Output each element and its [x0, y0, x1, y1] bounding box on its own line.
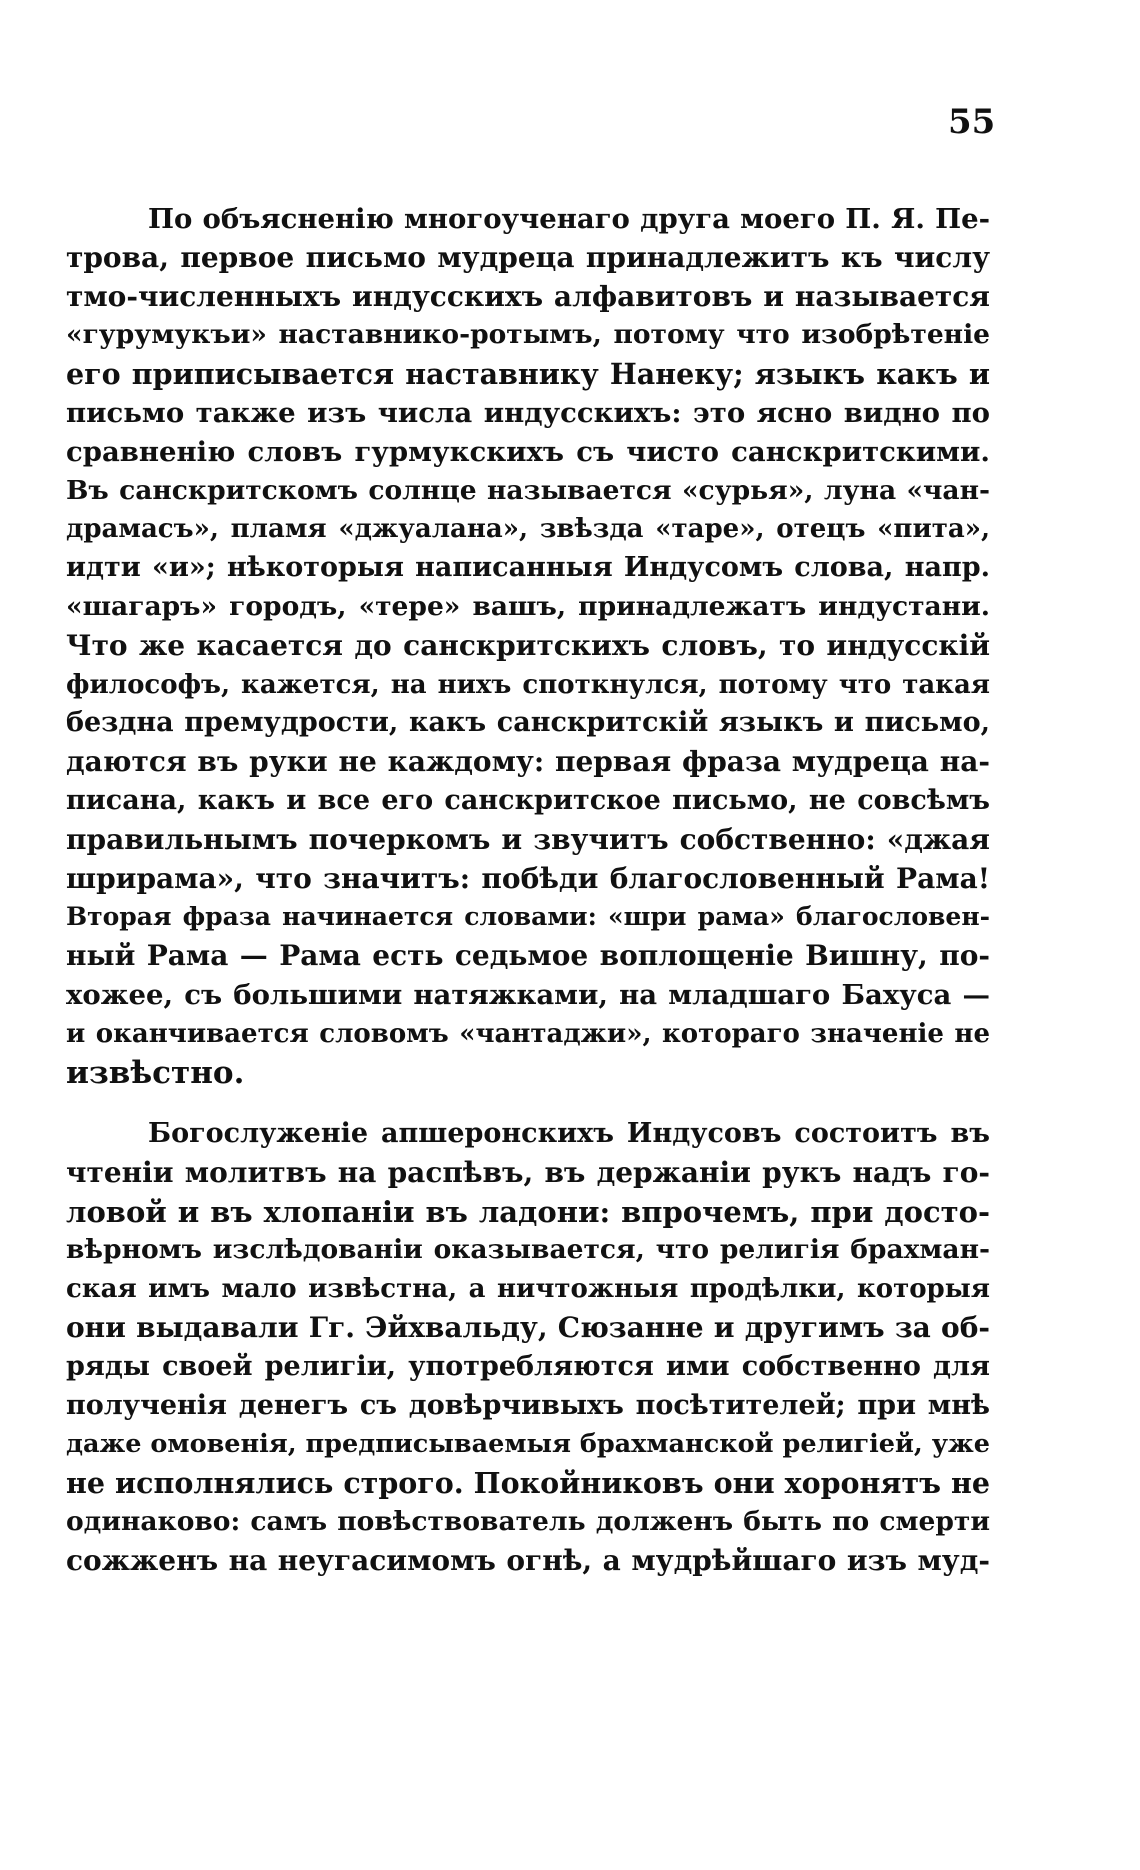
text-line: «гурумукъи» наставнико-ротымъ, потому что изобрѣтеніе	[66, 319, 990, 351]
text-line: извѣстно.	[66, 1054, 245, 1091]
text-line: «шагаръ» городъ, «тере» вашъ, принадлежатъ индустани.	[66, 590, 990, 622]
text-line: ловой и въ хлопаніи въ ладони: впрочемъ, при досто-	[66, 1194, 990, 1229]
text-line: тмо-численныхъ индусскихъ алфавитовъ и называется	[66, 279, 990, 313]
text-line: Вторая фраза начинается словами: «шри рама» благословен-	[66, 902, 990, 932]
text-line: сожженъ на неугасимомъ огнѣ, а мудрѣйшаго изъ муд-	[66, 1543, 990, 1577]
text-line: даже омовенія, предписываемыя брахманской религіей, уже	[66, 1429, 990, 1460]
text-line: бездна премудрости, какъ санскритскій языкъ и письмо,	[66, 707, 990, 739]
text-line: его приписывается наставнику Нанеку; языкъ какъ и	[66, 357, 990, 392]
text-line: драмасъ», пламя «джуалана», звѣзда «таре», отецъ «пита»,	[66, 514, 990, 545]
text-line: Богослуженіе апшеронскихъ Индусовъ состоитъ въ	[148, 1118, 990, 1149]
page-number: 55	[948, 102, 996, 142]
text-line: ряды своей религіи, употребляются ими собственно для	[66, 1350, 990, 1382]
paragraph-1	[66, 200, 990, 1092]
text-line: хожее, съ большими натяжками, на младшаго Бахуса —	[66, 978, 990, 1011]
paragraph-2	[66, 1115, 990, 1581]
text-line: они выдавали Гг. Эйхвальду, Сюзанне и другимъ за об-	[66, 1310, 990, 1344]
text-line: и оканчивается словомъ «чантаджи», котораго значеніе не	[66, 1018, 990, 1049]
text-line: философъ, кажется, на нихъ споткнулся, потому что такая	[66, 669, 990, 700]
text-line: правильнымъ почеркомъ и звучитъ собственно: «джая	[66, 822, 990, 856]
text-line: чтеніи молитвъ на распѣвъ, въ держаніи рукъ надъ го-	[66, 1155, 990, 1189]
text-line: не исполнялись строго. Покойниковъ они хоронятъ не	[66, 1466, 990, 1501]
text-line: вѣрномъ изслѣдованіи оказывается, что религія брахман-	[66, 1234, 990, 1266]
text-line: ный Рама — Рама есть седьмое воплощеніе Вишну, по-	[66, 939, 990, 973]
text-line: шрирама», что значитъ: побѣди благословенный Рама!	[66, 861, 990, 895]
text-line: даются въ руки не каждому: первая фраза мудреца на-	[66, 745, 990, 779]
text-line: сравненію словъ гурмукскихъ съ чисто санскритскими.	[66, 435, 990, 468]
text-line: Что же касается до санскритскихъ словъ, то индусскій	[66, 628, 990, 662]
text-line: письмо также изъ числа индусскихъ: это ясно видно по	[66, 396, 990, 429]
text-line: идти «и»; нѣкоторыя написанныя Индусомъ слова, напр.	[66, 552, 990, 584]
text-line: полученія денегъ съ довѣрчивыхъ посѣтителей; при мнѣ	[66, 1389, 990, 1421]
text-line: писана, какъ и все его санскритское письмо, не совсѣмъ	[66, 784, 990, 816]
text-line: одинаково: самъ повѣствователь долженъ быть по смерти	[66, 1505, 990, 1537]
text-line: трова, первое письмо мудреца принадлежитъ къ числу	[66, 240, 990, 274]
text-line: Въ санскритскомъ солнце называется «сурья», луна «чан-	[66, 474, 990, 506]
text-line: ская имъ мало извѣстна, а ничтожныя продѣлки, которыя	[66, 1274, 990, 1305]
text-line: По объясненію многоученаго друга моего П. Я. Пе-	[148, 203, 990, 235]
